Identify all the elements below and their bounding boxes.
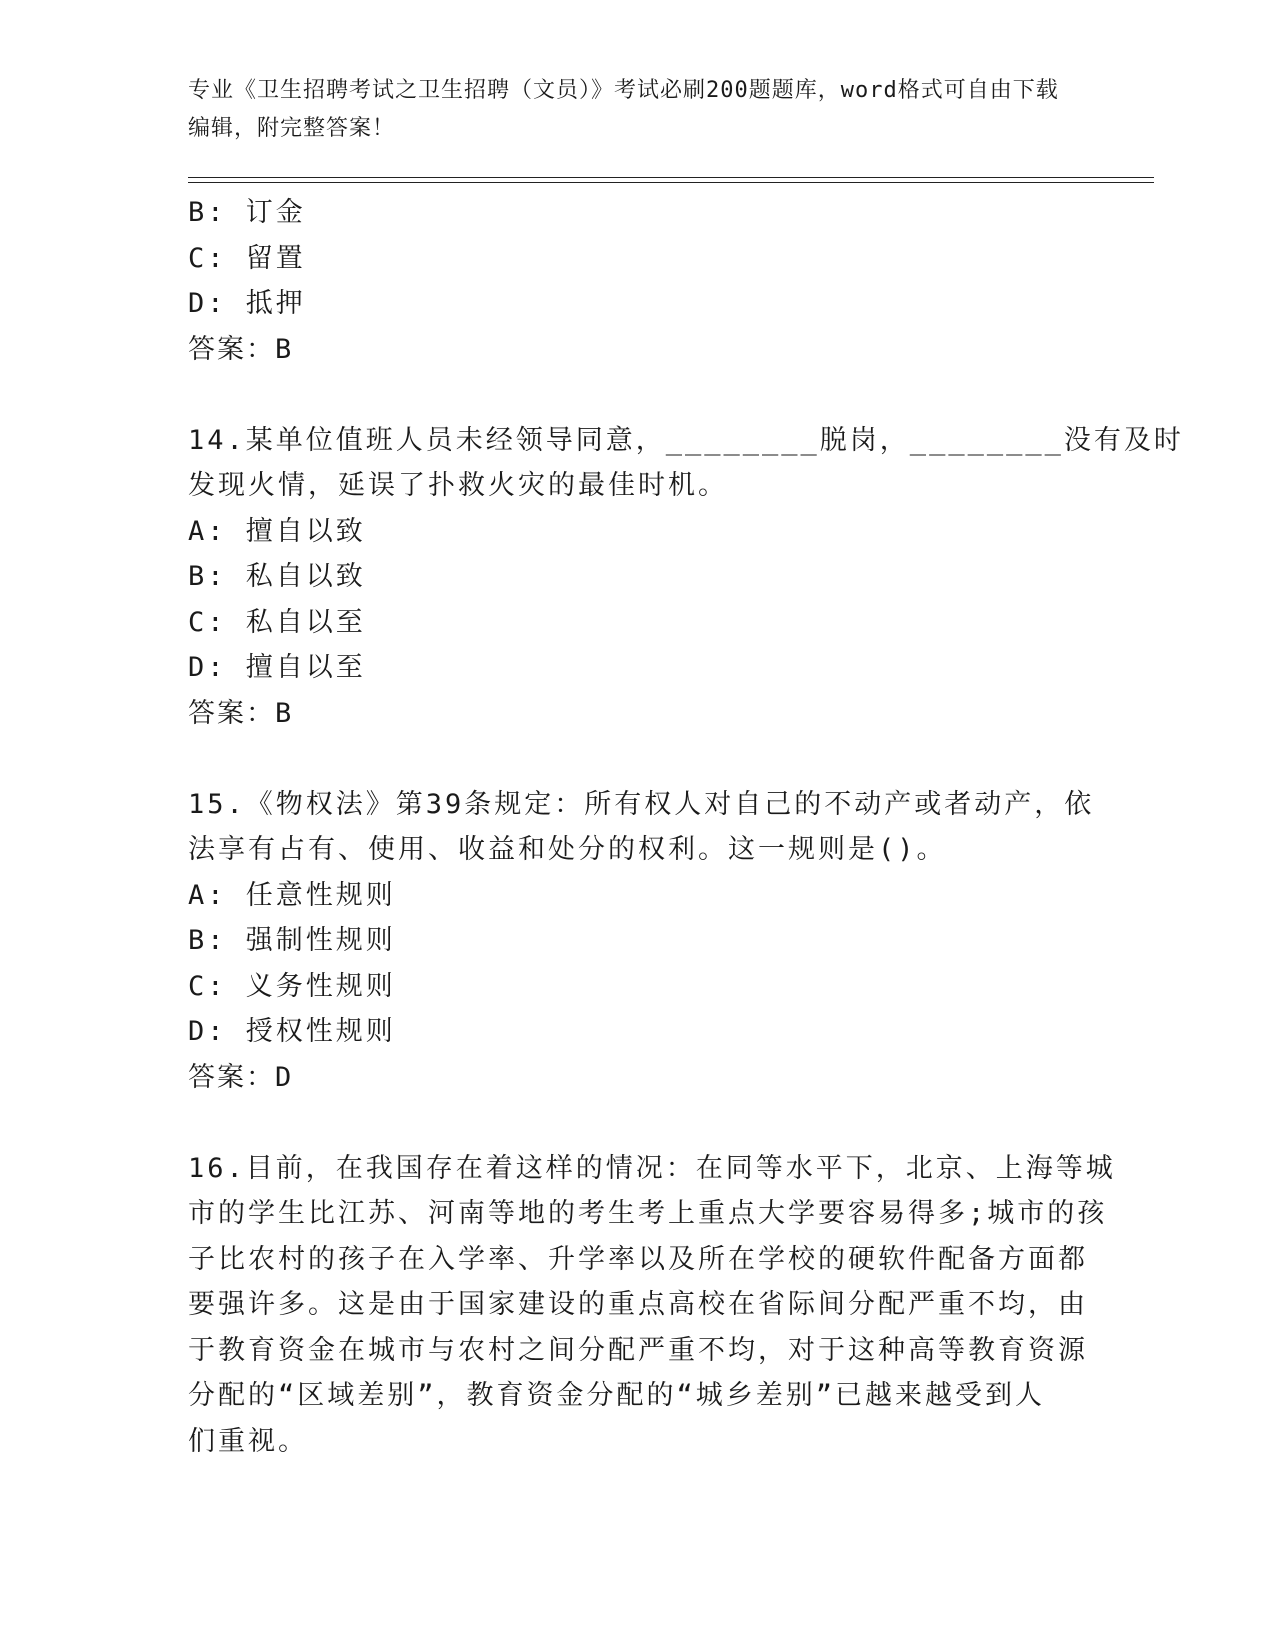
header-divider-bottom [188, 182, 1154, 183]
option-c: C: 留置 [188, 242, 306, 274]
question-stem-line: 14.某单位值班人员未经领导同意，________脱岗，________没有及时 [188, 424, 1184, 456]
spacer [188, 372, 1088, 418]
question-stem-line: 15.《物权法》第39条规定：所有权人对自己的不动产或者动产，依 [188, 788, 1095, 820]
question-14 [188, 418, 1184, 737]
question-16 [188, 1146, 1116, 1465]
answer-line: 答案：D [188, 1061, 294, 1093]
header-divider-top [188, 177, 1154, 178]
answer-line: 答案：B [188, 697, 294, 729]
question-13 [188, 190, 1088, 372]
document-content [188, 190, 1184, 1464]
question-stem-line: 子比农村的孩子在入学率、升学率以及所在学校的硬软件配备方面都 [188, 1243, 1088, 1275]
spacer [188, 1100, 1088, 1146]
question-stem-line: 发现火情，延误了扑救火灾的最佳时机。 [188, 470, 728, 501]
spacer [188, 736, 1088, 782]
option-c: C: 义务性规则 [188, 970, 396, 1002]
option-d: D: 抵押 [188, 288, 306, 319]
question-stem-line: 于教育资金在城市与农村之间分配严重不均，对于这种高等教育资源 [188, 1334, 1088, 1366]
answer-line: 答案：B [188, 333, 294, 365]
option-a: A: 擅自以致 [188, 515, 366, 547]
option-d: D: 授权性规则 [188, 1016, 396, 1047]
question-stem-line: 分配的“区域差别”，教育资金分配的“城乡差别”已越来越受到人 [188, 1380, 1046, 1411]
option-c: C: 私自以至 [188, 606, 366, 638]
option-d: D: 擅自以至 [188, 652, 366, 683]
option-b: B: 订金 [188, 197, 306, 228]
option-b: B: 私自以致 [188, 561, 366, 592]
question-stem-line: 们重视。 [188, 1425, 308, 1457]
question-stem-line: 市的学生比江苏、河南等地的考生考上重点大学要容易得多;城市的孩 [188, 1198, 1108, 1229]
option-b: B: 强制性规则 [188, 925, 396, 956]
question-stem-line: 法享有占有、使用、收益和处分的权利。这一规则是()。 [188, 834, 947, 865]
question-stem-line: 要强许多。这是由于国家建设的重点高校在省际间分配严重不均，由 [188, 1289, 1088, 1320]
document-header: 专业《卫生招聘考试之卫生招聘（文员）》考试必刷200题题库，word格式可自由下载编辑，附完整答案！ [188, 78, 1059, 141]
question-15 [188, 782, 1095, 1101]
option-a: A: 任意性规则 [188, 879, 396, 911]
question-stem-line: 16.目前，在我国存在着这样的情况：在同等水平下，北京、上海等城 [188, 1152, 1116, 1184]
